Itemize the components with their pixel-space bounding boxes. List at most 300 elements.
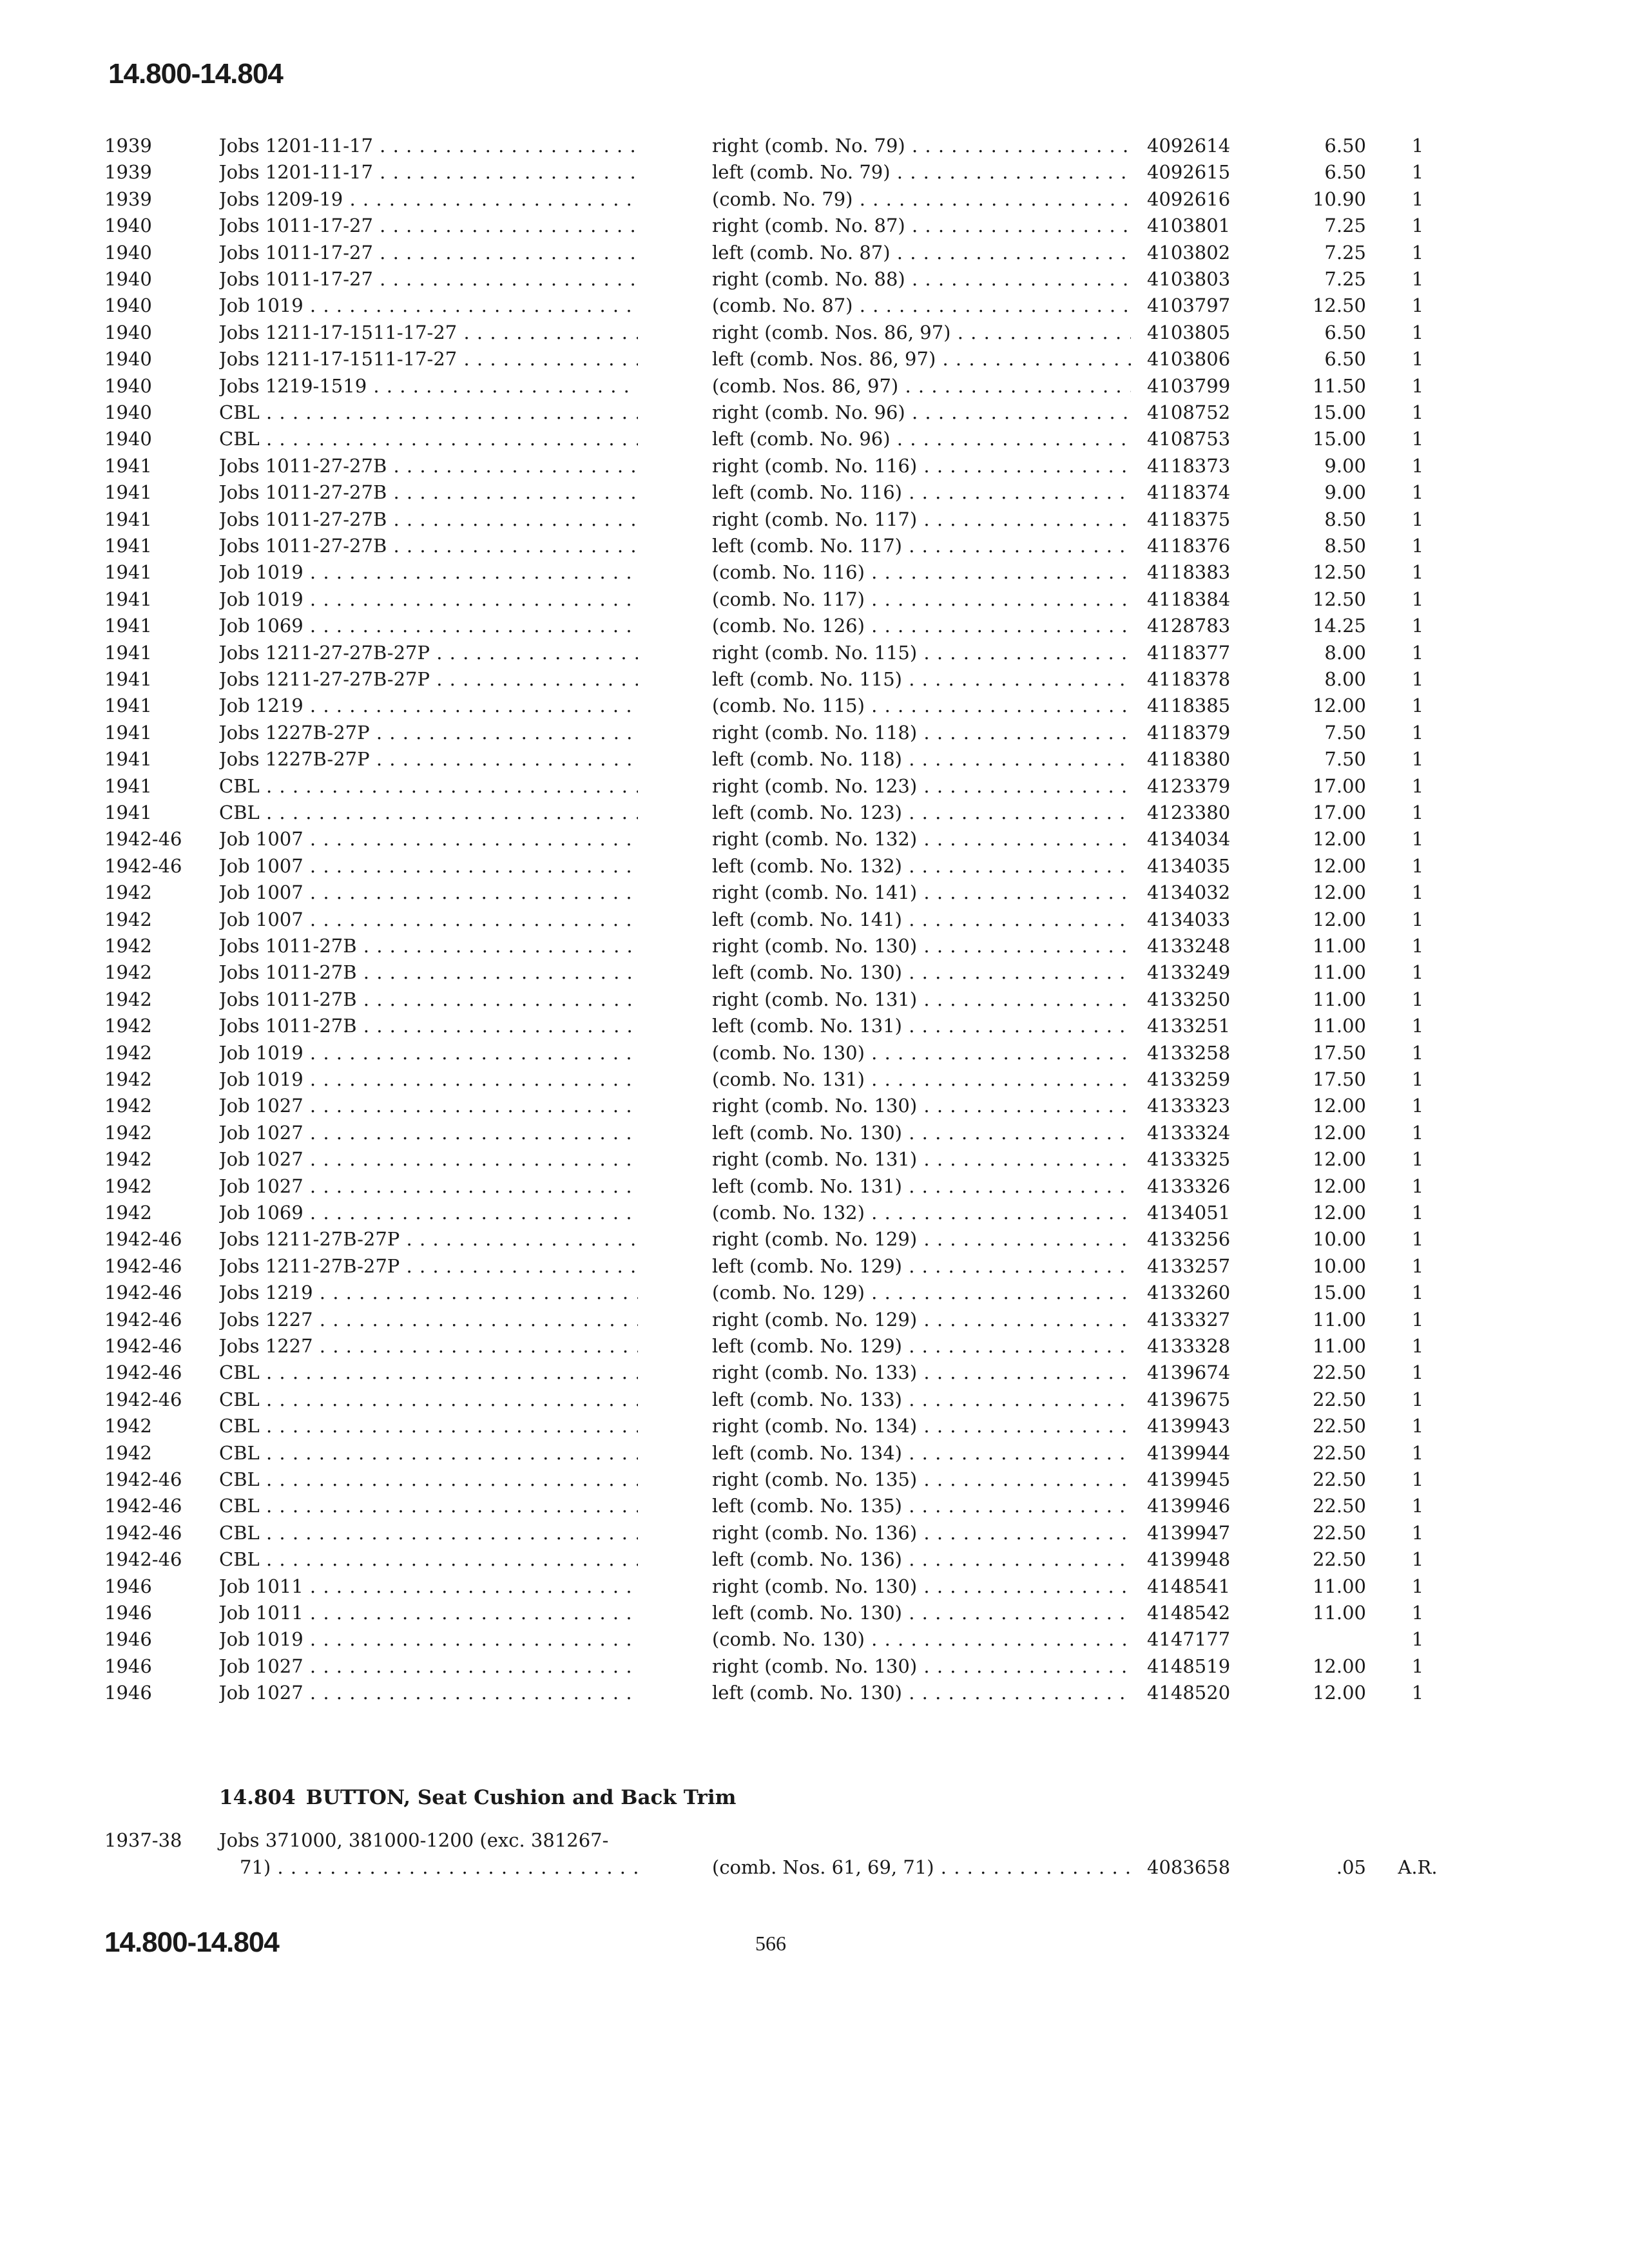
row-part-number: 4133260 [1147,1282,1231,1304]
page-footer-section: 14.800-14.804 [104,1927,279,1958]
row-quantity: 1 [1411,1175,1424,1197]
table-row [0,746,1629,772]
row-application [219,453,638,479]
row-price: 8.00 [1324,668,1366,690]
row-part-number: 4103805 [1147,321,1231,343]
row-description [712,1466,1131,1492]
row-description [712,1493,1131,1519]
row-year: 1942 [104,1121,152,1144]
row-description [712,666,1131,692]
row-application [219,613,638,639]
row-description-text: (comb. No. 130) [712,1041,865,1064]
row-application-text: Job 1027 [219,1682,304,1704]
row-application-text: Job 1007 [219,881,304,904]
row-part-number: 4139675 [1147,1388,1231,1410]
row-application-text: Jobs 1011-27B [219,935,357,957]
row-application [219,1413,638,1439]
row-description-text: left (comb. No. 130) [712,1602,902,1624]
row-description [712,559,1131,585]
row-description-text: right (comb. No. 116) [712,454,918,477]
row-application [219,800,638,825]
row-application-text: Job 1011 [219,1602,304,1624]
row-application [219,746,638,772]
row-description [712,1600,1131,1626]
row-quantity: 1 [1411,1282,1424,1304]
row-description-text: right (comb. No. 141) [712,881,918,904]
row-quantity: 1 [1411,374,1424,397]
row-application [219,1520,638,1546]
row-part-number: 4118385 [1147,695,1231,717]
row-price: 12.50 [1312,294,1366,317]
row-application [219,1626,638,1652]
row-year: 1941 [104,721,152,744]
row-price: 12.00 [1312,908,1366,930]
table-row [0,1387,1629,1412]
row-application-text: Job 1019 [219,1041,304,1064]
row-application [219,1253,638,1279]
row-part-number: 4118373 [1147,454,1231,477]
row-description [712,240,1131,265]
row-description [712,1173,1131,1199]
row-year: 1942-46 [104,1254,182,1277]
row-description [712,1093,1131,1119]
row-description-text: right (comb. No. 96) [712,401,905,423]
row-application-text: Jobs 1011-27-27B [219,481,387,504]
row-quantity: 1 [1411,481,1424,504]
table-row [0,1413,1629,1439]
row-year: 1942 [104,1175,152,1197]
row-price: 11.50 [1312,374,1366,397]
row-year: 1941 [104,695,152,717]
row-price: 6.50 [1324,135,1366,157]
row-part-number: 4148520 [1147,1682,1231,1704]
row-application [219,853,638,879]
row-part-number: 4103802 [1147,241,1231,264]
row-part-number: 4118384 [1147,588,1231,610]
row-description-text: left (comb. No. 134) [712,1441,902,1464]
row-price: 11.00 [1312,1602,1366,1624]
page-number: 566 [755,1932,786,1955]
row-quantity: 1 [1411,668,1424,690]
row-description [712,1626,1131,1652]
row-description-text: (comb. No. 116) [712,561,865,584]
row-application [219,1200,638,1225]
row-quantity: 1 [1411,695,1424,717]
row-part-number: 4134034 [1147,828,1231,850]
row-application [219,1387,638,1412]
table-row [0,1120,1629,1146]
row-description-text: right (comb. No. 118) [712,721,918,744]
row-part-number: 4118378 [1147,668,1231,690]
row-year: 1942-46 [104,1521,182,1544]
row-application-text: Jobs 1011-27-27B [219,454,387,477]
row-description-text: left (comb. No. 87) [712,241,891,264]
row-description [712,186,1131,212]
row-application-text: Jobs 1201-11-17 [219,135,373,157]
row-description-text: left (comb. No. 116) [712,481,902,504]
table-row [0,720,1629,745]
row-price: 8.50 [1324,535,1366,557]
row-description [712,1360,1131,1385]
row-application [219,240,638,265]
row-price: 17.50 [1312,1068,1366,1090]
row-part-number: 4108752 [1147,401,1231,423]
row-part-number: 4133257 [1147,1254,1231,1277]
row-part-number: 4133259 [1147,1068,1231,1090]
row-quantity: 1 [1411,161,1424,184]
row-description [712,1573,1131,1599]
row-price: 15.00 [1312,401,1366,423]
table-row [0,1520,1629,1546]
table-row [0,1253,1629,1279]
row-application [219,720,638,745]
row-application-text: CBL [219,1521,260,1544]
row-year: 1940 [104,241,152,264]
row-application-text: Jobs 1011-17-27 [219,268,373,290]
table-row [0,1146,1629,1172]
row-year: 1942-46 [104,828,182,850]
row-year: 1942 [104,1148,152,1171]
row-application-text: Job 1007 [219,854,304,877]
row-price: 11.00 [1312,1015,1366,1037]
row-part-number: 4118380 [1147,748,1231,771]
row-quantity: 1 [1411,641,1424,664]
row-quantity: 1 [1411,535,1424,557]
row-year: 1941 [104,508,152,530]
row-part-number: 4103803 [1147,268,1231,290]
row-quantity: 1 [1411,828,1424,850]
row-application-text: Jobs 1211-17-1511-17-27 [219,348,458,370]
row-quantity: 1 [1411,1148,1424,1171]
row-year: 1946 [104,1655,152,1677]
row-description [712,773,1131,799]
row-price: 22.50 [1312,1548,1366,1571]
row-price: 17.00 [1312,802,1366,823]
row-price: 8.00 [1324,641,1366,664]
table-row [0,266,1629,292]
row-price: 15.00 [1312,1282,1366,1304]
row-description-text: right (comb. No. 117) [712,508,918,530]
row-quantity: 1 [1411,321,1424,343]
row-year: 1941 [104,668,152,690]
table-row [0,1307,1629,1332]
row-part-number: 4134051 [1147,1202,1231,1224]
row-description [712,826,1131,852]
row-year: 1942 [104,988,152,1010]
row-application [219,399,638,425]
row-year: 1939 [104,187,152,210]
row-price: 11.00 [1312,1335,1366,1357]
row-year: 1942 [104,1415,152,1437]
row-description-text: left (comb. No. 79) [712,161,891,184]
row-application-text: Jobs 1011-27B [219,961,357,984]
row-application-text: Jobs 1011-27B [219,988,357,1010]
row-year: 1942 [104,1068,152,1090]
row-year: 1941 [104,748,152,771]
row-description-text: right (comb. No. 136) [712,1521,918,1544]
row-application [219,346,638,372]
row-year: 1942 [104,881,152,904]
row-description [712,800,1131,825]
row-application-text: Jobs 1011-17-27 [219,215,373,237]
row-description [712,879,1131,905]
row-description-text: left (comb. No. 123) [712,802,902,823]
row-year: 1940 [104,401,152,423]
row-year: 1942-46 [104,1308,182,1331]
row-description-text: (comb. No. 115) [712,695,865,717]
row-part-number: 4118377 [1147,641,1231,664]
row-description [712,1440,1131,1466]
row-year: 1942-46 [104,854,182,877]
row-description [712,586,1131,612]
row-application-text: CBL [219,774,260,797]
row-quantity: 1 [1411,294,1424,317]
row-description [712,1146,1131,1172]
row-year: 1939 [104,135,152,157]
table-row [0,853,1629,879]
row-description-text: right (comb. No. 133) [712,1361,918,1384]
table-row [0,240,1629,265]
row-part-number: 4133250 [1147,988,1231,1010]
row-description [712,533,1131,559]
table-row [0,1040,1629,1066]
row-application [219,1360,638,1385]
row-price: 12.00 [1312,854,1366,877]
row-application-text: Jobs 1211-27-27B-27P [219,641,430,664]
row-part-number: 4103806 [1147,348,1231,370]
row-quantity: 1 [1411,1468,1424,1490]
row-year: 1940 [104,215,152,237]
row-application-text: Job 1019 [219,1068,304,1090]
row-year: 1941 [104,481,152,504]
row-year: 1942 [104,1095,152,1117]
row-price: 12.50 [1312,588,1366,610]
row-description [712,1680,1131,1706]
row-description [712,320,1131,345]
row-part-number: 4133328 [1147,1335,1231,1357]
row-part-number: 4118374 [1147,481,1231,504]
row-application [219,1013,638,1039]
row-year: 1942-46 [104,1388,182,1410]
row-price: 10.90 [1312,187,1366,210]
row-price: 17.00 [1312,774,1366,797]
row-description [712,1120,1131,1146]
section-entry-part-number: 4083658 [1147,1856,1231,1878]
row-price: 12.00 [1312,1148,1366,1171]
row-quantity: 1 [1411,428,1424,450]
row-year: 1941 [104,454,152,477]
row-description-text: right (comb. No. 131) [712,1148,918,1171]
row-description [712,1280,1131,1305]
page-header-top: 14.800-14.804 [108,58,283,90]
row-description [712,213,1131,238]
row-year: 1942 [104,1041,152,1064]
table-row [0,1333,1629,1359]
table-row [0,693,1629,718]
row-description [712,506,1131,532]
table-row [0,1493,1629,1519]
row-description-text: left (comb. No. 130) [712,1121,902,1144]
row-application-text: Job 1019 [219,561,304,584]
row-application [219,1093,638,1119]
section-entry-description [712,1854,1131,1880]
row-description-text: right (comb. No. 135) [712,1468,918,1490]
table-row [0,1653,1629,1679]
row-part-number: 4118383 [1147,561,1231,584]
row-application [219,1040,638,1066]
row-price: 10.00 [1312,1254,1366,1277]
row-part-number: 4123379 [1147,774,1231,797]
row-description [712,1013,1131,1039]
table-row [0,800,1629,825]
row-application-text: Jobs 1211-27-27B-27P [219,668,430,690]
row-quantity: 1 [1411,1335,1424,1357]
row-description [712,693,1131,718]
row-application-text: Jobs 1011-17-27 [219,241,373,264]
row-description-text: right (comb. No. 129) [712,1308,918,1331]
row-quantity: 1 [1411,908,1424,930]
row-year: 1941 [104,641,152,664]
row-quantity: 1 [1411,1254,1424,1277]
row-description [712,266,1131,292]
row-description [712,853,1131,879]
table-row [0,213,1629,238]
row-price: 14.25 [1312,615,1366,637]
row-description-text: right (comb. No. 130) [712,935,918,957]
row-year: 1942-46 [104,1282,182,1304]
row-price: 6.50 [1324,161,1366,184]
table-row [0,1546,1629,1572]
row-year: 1940 [104,268,152,290]
row-description-text: left (comb. No. 131) [712,1015,902,1037]
row-application-text: Jobs 1211-27B-27P [219,1254,400,1277]
row-description-text: right (comb. No. 132) [712,828,918,850]
row-part-number: 4134035 [1147,854,1231,877]
table-row [0,186,1629,212]
row-price: 8.50 [1324,508,1366,530]
row-year: 1940 [104,374,152,397]
row-year: 1946 [104,1575,152,1597]
row-description [712,720,1131,745]
row-application-text: Job 1019 [219,588,304,610]
row-application [219,773,638,799]
row-description-text: right (comb. No. 130) [712,1655,918,1677]
row-application [219,426,638,452]
row-application [219,559,638,585]
row-part-number: 4139943 [1147,1415,1231,1437]
row-price: 6.50 [1324,321,1366,343]
table-row [0,453,1629,479]
table-row [0,1280,1629,1305]
row-quantity: 1 [1411,268,1424,290]
row-application-text: CBL [219,428,260,450]
row-price: 7.25 [1324,241,1366,264]
row-description [712,1333,1131,1359]
row-application-text: Job 1007 [219,828,304,850]
row-application [219,907,638,932]
row-application [219,1120,638,1146]
row-application-text: Job 1069 [219,615,304,637]
row-quantity: 1 [1411,802,1424,823]
row-description [712,640,1131,666]
section-heading [219,1786,736,1809]
row-description [712,1200,1131,1225]
row-description-text: right (comb. No. 130) [712,1095,918,1117]
row-application-text: Jobs 1011-27B [219,1015,357,1037]
table-row [0,1573,1629,1599]
row-description-text: (comb. No. 130) [712,1628,865,1651]
table-row [0,933,1629,959]
row-application-text: Job 1007 [219,908,304,930]
row-description-text: left (comb. No. 115) [712,668,902,690]
row-description [712,986,1131,1012]
row-year: 1941 [104,561,152,584]
row-application-text: Job 1011 [219,1575,304,1597]
row-year: 1942-46 [104,1335,182,1357]
row-year: 1942 [104,1202,152,1224]
table-row [0,506,1629,532]
row-quantity: 1 [1411,1655,1424,1677]
row-application-text: Job 1027 [219,1148,304,1171]
row-part-number: 4147177 [1147,1628,1231,1651]
row-quantity: 1 [1411,1068,1424,1090]
row-price: 22.50 [1312,1521,1366,1544]
row-year: 1940 [104,294,152,317]
row-application [219,533,638,559]
row-description-text: left (comb. No. 129) [712,1254,902,1277]
row-quantity: 1 [1411,935,1424,957]
row-price: 12.00 [1312,1682,1366,1704]
row-description-text: right (comb. No. 134) [712,1415,918,1437]
row-quantity: 1 [1411,748,1424,771]
row-part-number: 4134033 [1147,908,1231,930]
table-row [0,907,1629,932]
row-price: 22.50 [1312,1468,1366,1490]
row-application-text: CBL [219,1415,260,1437]
row-application [219,1307,638,1332]
row-description [712,453,1131,479]
row-year: 1940 [104,428,152,450]
row-year: 1941 [104,588,152,610]
row-price: 12.50 [1312,561,1366,584]
row-quantity: 1 [1411,401,1424,423]
row-application-text: Job 1027 [219,1175,304,1197]
row-price: 7.50 [1324,748,1366,771]
row-part-number: 4133251 [1147,1015,1231,1037]
row-part-number: 4139946 [1147,1495,1231,1517]
row-application-text: Jobs 1211-27B-27P [219,1228,400,1251]
row-year: 1942-46 [104,1548,182,1571]
row-application-text: Jobs 1227 [219,1335,313,1357]
row-price: 7.50 [1324,721,1366,744]
row-description [712,1387,1131,1412]
row-description-text: left (comb. No. 117) [712,535,902,557]
row-quantity: 1 [1411,615,1424,637]
section-title: BUTTON, Seat Cushion and Back Trim [305,1786,737,1809]
row-price: 9.00 [1324,481,1366,504]
section-entry-application-line2 [240,1854,638,1880]
row-quantity: 1 [1411,1628,1424,1651]
row-description-text: left (comb. No. 136) [712,1548,902,1571]
row-year: 1942 [104,908,152,930]
row-description [712,613,1131,639]
row-application [219,1226,638,1252]
row-application [219,133,638,159]
section-entry-price: .05 [1336,1856,1366,1878]
row-part-number: 4123380 [1147,802,1231,823]
row-application [219,1146,638,1172]
row-quantity: 1 [1411,1521,1424,1544]
